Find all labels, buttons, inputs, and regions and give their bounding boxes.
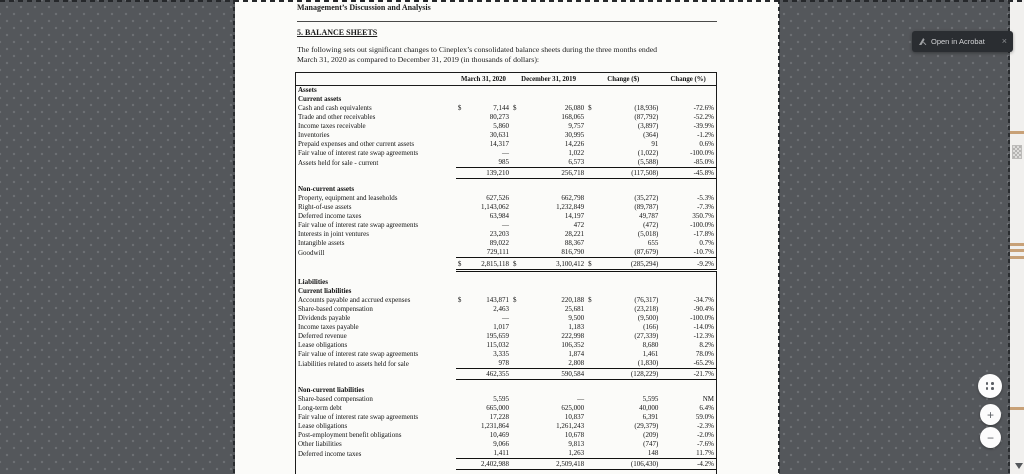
table-row [296,239,717,248]
cell-dec-31-2019: 816,790 [561,248,585,256]
cell-change-dollars: 1,461 [642,350,659,358]
document-header-title: Management’s Discussion and Analysis [297,3,431,12]
cell-change-dollars: (29,379) [634,422,659,430]
table-row [296,95,717,104]
row-label: Intangible assets [298,239,345,247]
cell-mar-31-2020: 978 [498,359,509,367]
dollar-sign: $ [457,260,462,268]
cell-mar-31-2020: 17,228 [489,413,509,421]
cell-change-percent: -52.2% [693,113,714,121]
table-row [296,459,717,470]
cell-mar-31-2020: 23,203 [489,230,509,238]
table-row [296,314,717,323]
col-header-march-2020: March 31, 2020 [456,73,511,86]
cell-mar-31-2020: 195,659 [486,332,509,340]
cell-change-dollars: (87,792) [634,113,659,121]
dots-grid-icon [986,382,995,390]
table-row [296,185,717,194]
table-row [296,296,717,305]
row-label: Inventories [298,131,330,139]
table-row [296,305,717,314]
cell-change-percent: 0.7% [699,239,714,247]
cell-mar-31-2020: 139,210 [456,168,511,179]
cell-dec-31-2019: 88,367 [564,239,585,247]
cell-dec-31-2019: 106,352 [561,341,585,349]
cell-dec-31-2019: 9,813 [568,440,585,448]
cell-mar-31-2020: $ 7,144 [457,104,509,112]
cell-change-dollars: 6,391 [642,413,659,421]
sliver-highlight-line [1010,131,1024,134]
dollar-sign: $ [588,296,592,304]
cell-dec-31-2019: 1,263 [568,449,585,457]
cell-mar-31-2020: 665,000 [486,404,509,412]
content-sliver-strip [1010,0,1024,474]
cell-change-percent: -1.2% [697,131,714,139]
row-label: Income taxes payable [298,323,359,331]
cell-mar-31-2020: — [502,314,509,322]
cell-change-percent: -90.4% [693,305,714,313]
table-row [296,359,717,369]
table-row [296,149,717,158]
cell-dec-31-2019: 662,798 [561,194,585,202]
cell-change-percent: 78.0% [695,350,714,358]
cell-change-percent: 350.7% [692,212,714,220]
cell-dec-31-2019: 14,226 [564,140,585,148]
cell-mar-31-2020: 63,984 [489,212,509,220]
row-label: Property, equipment and leaseholds [298,194,398,202]
cell-mar-31-2020: $ 143,871 [457,296,509,304]
cell-change-percent: 8.2% [699,341,714,349]
cell-dec-31-2019: 1,022 [568,149,585,157]
dollar-sign: $ [457,104,462,112]
cell-mar-31-2020: 462,355 [456,369,511,380]
row-label [296,369,456,380]
table-row [296,278,717,287]
cell-dec-31-2019: 25,681 [564,305,585,313]
row-label [296,258,456,271]
table-header-row [296,73,717,86]
cell-change-dollars: $ (18,936) [588,104,659,112]
table-row [296,332,717,341]
cell-mar-31-2020: 9,066 [493,440,509,448]
cell-mar-31-2020: 1,231,864 [481,422,509,430]
table-row [296,230,717,239]
gap-cell [296,271,717,279]
selection-dashes-top [0,0,1024,2]
cell-mar-31-2020: 30,631 [489,131,509,139]
cell-dec-31-2019: $ 220,188 [513,296,585,304]
intro-line-2: March 31, 2020 as compared to December 31, 2019 (in thousands of dollars): [297,55,540,64]
dollar-sign: $ [513,260,517,268]
cell-change-percent: -14.0% [693,323,714,331]
table-row [296,113,717,122]
cell-change-dollars: (9,500) [637,314,659,322]
row-label: Deferred income taxes [298,212,362,220]
cell-change-percent: 11.7% [696,449,714,457]
cell-dec-31-2019: $ 26,080 [513,104,585,112]
row-label: Lease obligations [298,422,348,430]
row-label [296,459,456,470]
row-label: Fair value of interest rate swap agreements [298,221,419,229]
pdf-page [235,0,779,474]
cell-change-dollars: (87,679) [634,248,659,256]
row-label: Lease obligations [298,341,348,349]
cell-change-percent: -72.6% [693,104,714,112]
cell-change-dollars: (472) [643,221,659,229]
selection-dashes-page-left [233,0,235,474]
cell-mar-31-2020: 89,022 [489,239,509,247]
cell-change-percent: -34.7% [693,296,714,304]
cell-change-percent: -10.7% [693,248,714,256]
sliver-thumbnail-box [1012,145,1022,159]
table-row [296,168,717,179]
cell-change-dollars: 655 [647,239,659,247]
intro-line-1: The following sets out significant changes to Cineplex’s consolidated balance sheets during the three months ended [297,45,658,54]
cell-mar-31-2020: 1,411 [493,449,509,457]
cell-dec-31-2019: 625,000 [561,404,585,412]
cell-change-percent: -100.0% [690,314,714,322]
cell-change-dollars: (23,218) [634,305,659,313]
cell-change-dollars: 148 [647,449,659,457]
toast-label: Open in Acrobat [931,37,985,46]
cell-change-dollars: (747) [643,440,659,448]
cell-change-percent: -17.8% [693,230,714,238]
selection-dashes-page-right [778,0,780,474]
cell-change-percent: -9.2% [660,258,716,271]
cell-mar-31-2020: 2,463 [493,305,509,313]
row-label: Goodwill [298,248,325,257]
cell-dec-31-2019: 472 [573,221,585,229]
cell-dec-31-2019: 168,065 [561,113,585,121]
cell-change-percent: -21.7% [660,369,716,380]
dollar-sign: $ [513,296,517,304]
cell-change-percent: -39.9% [693,122,714,130]
table-row [296,203,717,212]
cell-dec-31-2019: 10,837 [564,413,585,421]
cell-dec-31-2019: 6,573 [568,158,585,166]
cell-change-dollars: (35,272) [634,194,659,202]
table-row [296,194,717,203]
table-row [296,404,717,413]
cell-change-dollars: 40,000 [639,404,659,412]
cell-dec-31-2019: — [577,395,585,403]
cell-dec-31-2019: 9,500 [568,314,585,322]
cell-change-percent: 59.0% [695,413,714,421]
table-row [296,212,717,221]
cell-change-percent: -85.0% [693,158,714,166]
row-label: Fair value of interest rate swap agreements [298,350,419,358]
row-label: Long-term debt [298,404,342,412]
col-header-change-dollars: Change ($) [586,73,660,86]
cell-change-percent: -12.3% [693,332,714,340]
cell-dec-31-2019: 28,221 [564,230,585,238]
cell-change-percent: -2.0% [697,431,714,439]
cell-dec-31-2019: 30,995 [564,131,585,139]
row-label: Share-based compensation [298,395,373,403]
row-label: Cash and cash equivalents [298,104,372,112]
cell-change-percent: -100.0% [690,221,714,229]
dollar-sign: $ [588,260,592,268]
table-row [296,413,717,422]
cell-mar-31-2020: 80,273 [489,113,509,121]
cell-change-percent: 6.4% [699,404,714,412]
cell-change-dollars: (364) [643,131,659,139]
dollar-sign: $ [513,104,517,112]
cell-dec-31-2019: 222,998 [561,332,585,340]
table-row [296,140,717,149]
table-row [296,248,717,258]
section-heading: 5. BALANCE SHEETS [297,28,378,37]
row-label: Post-employment benefit obligations [298,431,402,439]
cell-change-dollars: (117,508) [586,168,660,179]
intro-paragraph [297,45,779,65]
table-row [296,131,717,140]
cell-dec-31-2019: 10,678 [564,431,585,439]
cell-change-dollars: $ (76,317) [588,296,659,304]
cell-mar-31-2020: — [502,149,509,157]
sliver-cursor-mark [1015,463,1023,469]
open-in-acrobat-button[interactable] [912,31,1013,52]
row-label: Share-based compensation [298,305,373,313]
row-label: Fair value of interest rate swap agreements [298,413,419,421]
cell-change-dollars: 8,680 [642,341,659,349]
spacer-row [296,271,717,279]
section-label: Current assets [298,95,342,103]
cell-mar-31-2020: 10,469 [489,431,509,439]
table-row [296,287,717,296]
cell-change-percent: -65.2% [693,359,714,367]
toast-close-icon[interactable]: × [1001,36,1007,46]
col-header-december-2019: December 31, 2019 [511,73,586,86]
zoom-out-button[interactable]: − [980,427,1001,448]
cell-mar-31-2020: $ 2,815,118 [456,258,511,271]
cell-change-percent: -4.2% [660,459,716,470]
cell-dec-31-2019: 2,808 [568,359,585,367]
row-label: Accounts payable and accrued expenses [298,296,411,304]
table-row [296,258,717,271]
row-label: Dividends payable [298,314,351,322]
fit-page-button[interactable] [978,374,1002,398]
row-label [296,168,456,179]
table-row [296,440,717,449]
table-row [296,122,717,131]
cell-mar-31-2020: 5,595 [493,395,509,403]
cell-mar-31-2020: 14,317 [489,140,509,148]
table-row [296,221,717,230]
cell-change-percent: -7.3% [697,203,714,211]
table-row [296,449,717,459]
cell-dec-31-2019: $ 3,100,412 [511,258,586,271]
cell-mar-31-2020: — [502,221,509,229]
cell-mar-31-2020: 3,335 [493,350,509,358]
sliver-highlight-line [1010,407,1024,410]
cell-dec-31-2019: 14,197 [564,212,585,220]
section-label: Non-current liabilities [298,386,365,394]
cell-change-dollars: $ (285,294) [586,258,660,271]
section-label: Current liabilities [298,287,352,295]
col-header-change-percent: Change (%) [660,73,716,86]
table-row [296,395,717,404]
section-label: Assets [298,86,317,94]
row-label: Assets held for sale - current [298,158,379,167]
cell-change-dollars: 49,787 [639,212,659,220]
row-label: Deferred income taxes [298,449,362,458]
cell-mar-31-2020: 5,860 [493,122,509,130]
cell-change-dollars: 5,595 [642,395,659,403]
zoom-in-button[interactable]: + [980,404,1001,425]
cell-change-dollars: (209) [643,431,659,439]
cell-change-dollars: (89,787) [634,203,659,211]
cell-change-dollars: (5,018) [637,230,659,238]
cell-change-percent: 0.6% [699,140,714,148]
row-label: Trade and other receivables [298,113,376,121]
cell-change-percent: -2.3% [697,422,714,430]
dollar-sign: $ [588,104,592,112]
dollar-sign: $ [457,296,462,304]
row-label: Prepaid expenses and other current assets [298,140,415,148]
cell-change-dollars: (1,830) [637,359,659,367]
table-row [296,86,717,96]
cell-change-percent: -100.0% [690,149,714,157]
cell-change-dollars: (128,229) [586,369,660,380]
table-row [296,104,717,113]
cell-dec-31-2019: 1,183 [568,323,585,331]
cell-change-percent: -7.6% [697,440,714,448]
acrobat-icon [918,37,927,46]
cell-change-dollars: (27,339) [634,332,659,340]
cell-mar-31-2020: 627,526 [486,194,509,202]
table-row [296,431,717,440]
cell-dec-31-2019: 256,718 [511,168,586,179]
table-row [296,350,717,359]
cell-change-dollars: (106,430) [586,459,660,470]
table-row [296,386,717,395]
row-label: Income taxes receivable [298,122,366,130]
selection-dashes-strip-left [1008,0,1010,474]
cell-change-percent: -45.8% [660,168,716,179]
table-continues-row [296,470,717,474]
cell-mar-31-2020: 729,111 [486,248,509,256]
row-label: Interests in joint ventures [298,230,369,238]
cell-mar-31-2020: 115,032 [486,341,509,349]
cell-mar-31-2020: 1,017 [493,323,509,331]
table-row [296,422,717,431]
col-header-empty [296,73,456,86]
cell-change-percent: -5.3% [697,194,714,202]
row-label: Right-of-use assets [298,203,352,211]
row-label: Liabilities related to assets held for sale [298,359,409,368]
cell-dec-31-2019: 590,584 [511,369,586,380]
cell-dec-31-2019: 1,874 [568,350,585,358]
cell-change-dollars: (5,588) [637,158,659,166]
row-label: Other liabilities [298,440,342,448]
sliver-highlight-line [1010,256,1024,259]
header-divider [297,21,717,22]
cell-change-dollars: (166) [643,323,659,331]
cell-change-dollars: (1,022) [637,149,659,157]
table-row [296,323,717,332]
row-label: Fair value of interest rate swap agreements [298,149,419,157]
balance-sheet-table [295,72,717,474]
cell-change-dollars: (3,897) [637,122,659,130]
sliver-highlight-line [1010,249,1024,252]
section-label: Non-current assets [298,185,355,193]
table-row [296,369,717,380]
cell-change-percent: NM [702,395,714,403]
table-row [296,341,717,350]
sliver-highlight-line [1010,243,1024,246]
cell-mar-31-2020: 2,402,988 [456,459,511,470]
cell-mar-31-2020: 1,143,062 [481,203,509,211]
cell-dec-31-2019: 9,757 [568,122,585,130]
section-label: Liabilities [298,278,328,286]
cell-dec-31-2019: 2,509,418 [511,459,586,470]
cell-mar-31-2020: 985 [498,158,509,166]
row-label: Deferred revenue [298,332,347,340]
cell-dec-31-2019: 1,232,849 [556,203,585,211]
table-row [296,158,717,168]
cell-dec-31-2019: 1,261,243 [556,422,585,430]
cell-change-dollars: 91 [651,140,659,148]
